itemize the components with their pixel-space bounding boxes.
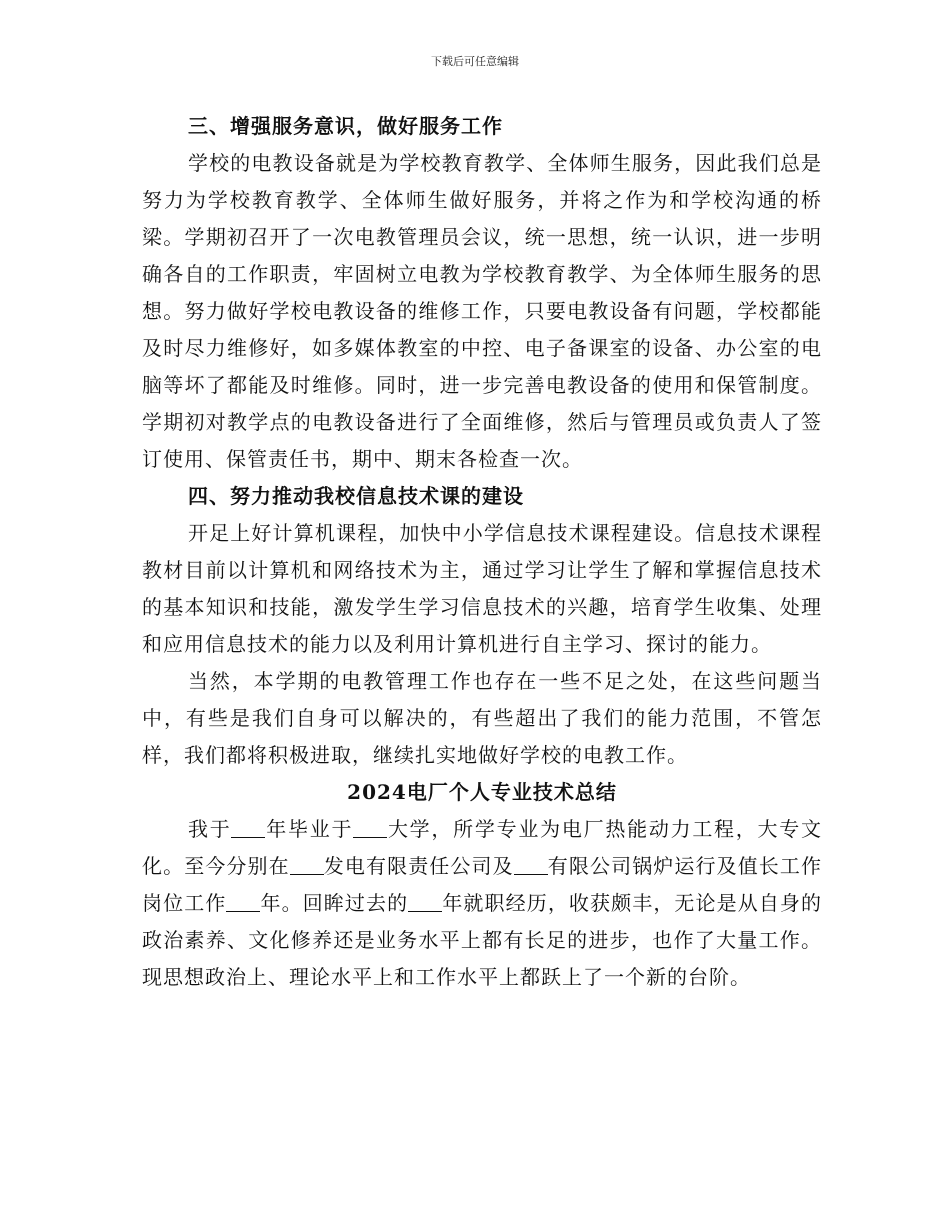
fill-blank — [408, 893, 442, 912]
article-text-4: 发电有限责任公司及 — [323, 854, 514, 878]
fill-blank — [514, 856, 548, 875]
article-title: 2024电厂个人专业技术总结 — [347, 780, 617, 804]
document-body — [142, 108, 822, 996]
article-text-1: 我于 — [188, 817, 232, 841]
fill-blank — [231, 819, 265, 838]
article-text-6: 年。回眸过去的 — [260, 891, 409, 915]
article-text-5: 有限公司锅炉运行及值长工作岗位工作 — [142, 854, 823, 915]
section-3-heading: 三、增强服务意识，做好服务工作 — [188, 114, 503, 138]
fill-blank — [226, 893, 260, 912]
fill-blank — [290, 856, 324, 875]
section-4-heading: 四、努力推动我校信息技术课的建设 — [188, 484, 524, 508]
article-text-7: 年就职经历，收获颇丰，无论是从自身的政治素养、文化修养还是业务水平上都有长足的进步，也作了大量工作。现思想政治上、理论水平上和工作水平上都跃上了一个新的台阶。 — [142, 891, 823, 989]
fill-blank — [353, 819, 387, 838]
page-header: 下载后可任意编辑 — [431, 55, 519, 68]
article-paragraph — [142, 811, 822, 996]
article-text-2: 年毕业于 — [265, 817, 354, 841]
section-4-paragraph-1: 开足上好计算机课程，加快中小学信息技术课程建设。信息技术课程教材目前以计算机和网络技术为主，通过学习让学生了解和掌握信息技术的基本知识和技能，激发学生学习信息技术的兴趣，培育学生收集、处理和应用信息技术的能力以及利用计算机进行自主学习、探讨的能力。 — [142, 521, 822, 656]
section-4-paragraph-2: 当然，本学期的电教管理工作也存在一些不足之处，在这些问题当中，有些是我们自身可以解决的，有些超出了我们的能力范围，不管怎样，我们都将积极进取，继续扎实地做好学校的电教工作。 — [142, 669, 822, 767]
section-3-paragraph: 学校的电教设备就是为学校教育教学、全体师生服务，因此我们总是努力为学校教育教学、全体师生做好服务，并将之作为和学校沟通的桥梁。学期初召开了一次电教管理员会议，统一思想，统一认识，进一步明确各自的工作职责，牢固树立电教为学校教育教学、为全体师生服务的思想。努力做好学校电教设备的维修工作，只要电教设备有问题，学校都能及时尽力维修好，如多媒体教室的中控、电子备课室的设备、办公室的电脑等坏了都能及时维修。同时，进一步完善电教设备的使用和保管制度。学期初对教学点的电教设备进行了全面维修，然后与管理员或负责人了签订使用、保管责任书，期中、期末各检查一次。 — [142, 151, 822, 471]
article-text-3: 大学，所学专业为电厂热能动力工程，大专文化。至今分别在 — [142, 817, 823, 878]
